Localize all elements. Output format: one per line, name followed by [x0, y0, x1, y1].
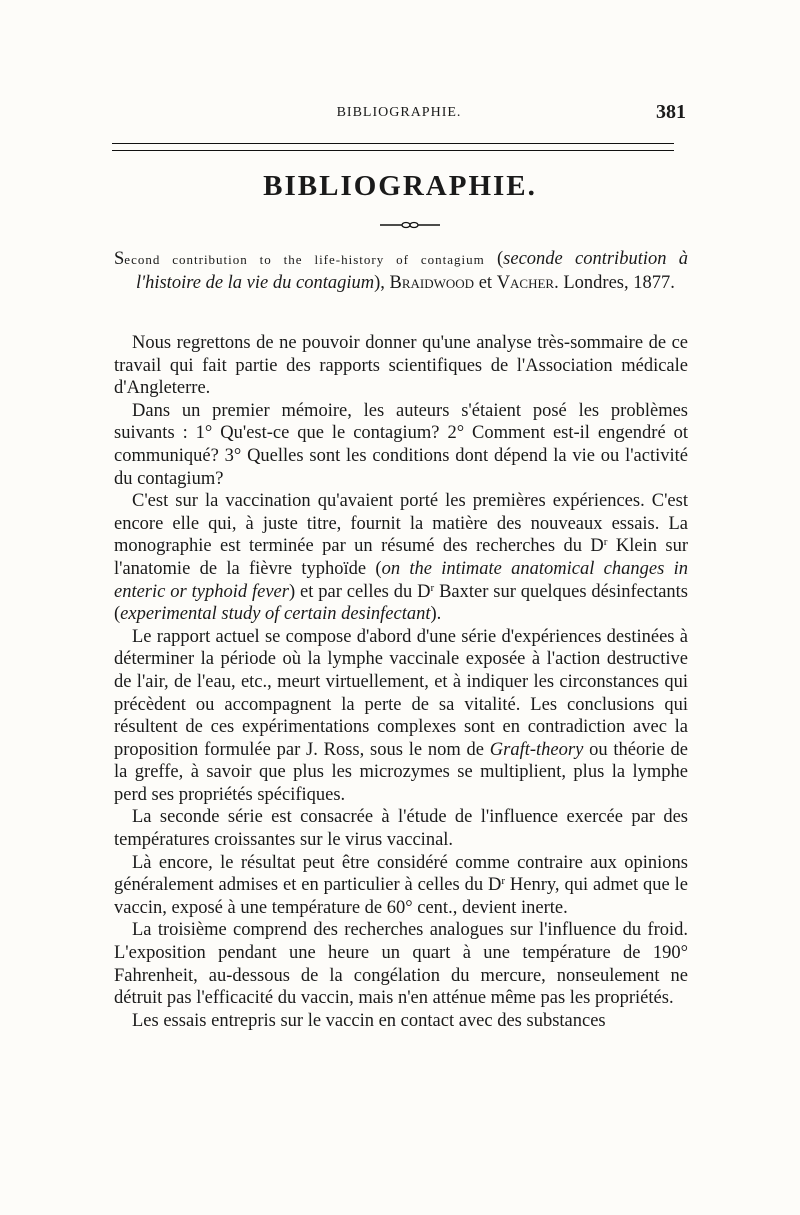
text-run: C'est sur la vaccination qu'avaient porté les premières expériences. C'est encore elle qui, à juste titre, fournit la matière des nouveaux essais. La monographie est terminée par un résumé des recherches du D	[114, 491, 688, 557]
entry-punct: (	[484, 249, 504, 269]
running-title: BIBLIOGRAPHIE.	[336, 105, 462, 120]
text-run: ) et par celles du D	[288, 581, 431, 602]
paragraph: Les essais entrepris sur le vaccin en contact avec des substances	[132, 1010, 606, 1031]
text-run: Klein sur l'anatomie de la fièvre typhoïde (	[114, 536, 688, 579]
paragraph: Nous regrettons de ne pouvoir donner qu'une analyse très-sommaire de ce travail qui fait partie des rapports scientifiques de l'Association médicale d'Angleterre.	[114, 333, 688, 399]
entry-place-date: . Londres, 1877.	[554, 272, 675, 293]
superscript: r	[430, 581, 435, 594]
paragraph	[114, 490, 688, 626]
text-run: Henry, qui admet que le vaccin, exposé à une température de 60° cent., devient inerte.	[114, 875, 689, 918]
italic-term: Graft-theory	[489, 739, 584, 760]
text-run: Baxter sur quelques désinfectants (	[114, 581, 689, 625]
paragraph	[114, 852, 688, 920]
paragraph: Dans un premier mémoire, les auteurs s'étaient posé les problèmes suivants : 1° Qu'est-ce que le contagium? 2° Comment est-il engendré ot communiqué? 3° Quelles sont les conditions dont dépend la vie ou l'activité du contagium?	[114, 400, 688, 489]
entry-title-caps: contribution to the life-history of contagium	[160, 252, 485, 267]
paragraph: La troisième comprend des recherches analogues sur l'influence du froid. L'exposition pendant une heure un quart à une température de 190° Fahrenheit, au-dessous de la congélation du mercure, nonseulement ne détruit pas l'efficacité du vaccin, mais n'en atténue même pas les propriétés.	[114, 920, 688, 1009]
text-run: Là encore, le résultat peut être considéré comme contraire aux opinions généralement admises et en particulier à celles du D	[114, 852, 688, 896]
italic-title: on the intimate anatomical changes in enteric or typhoid fever	[114, 558, 688, 602]
entry-translation: seconde contribution à l'histoire de la vie du contagium	[136, 249, 688, 293]
entry-punct: ),	[374, 272, 390, 293]
header-rule-top	[112, 143, 674, 144]
section-title: BIBLIOGRAPHIE.	[263, 170, 537, 202]
superscript: r	[603, 536, 608, 549]
running-head	[112, 101, 686, 125]
text-run: Le rapport actuel se compose d'abord d'une série d'expériences destinées à déterminer la période où la lymphe vaccinale exposée à l'action destructive de l'air, de l'eau, etc., meurt virtuellement, et à indiquer les circonstances qui précèdent ou accompagnent la perte de sa vitalité. Les conclusions qui résultent de ces expérimentations complexes sont en contradiction avec la proposition formulée par J. Ross, sous le nom de	[114, 626, 688, 760]
entry-author: Vacher	[496, 272, 555, 293]
entry-author: Braidwood	[389, 272, 475, 293]
entry-word-caps: econd	[124, 252, 161, 267]
italic-title: experimental study of certain desinfectant	[120, 604, 431, 625]
header-rule-bottom	[112, 150, 674, 151]
paragraph: La seconde série est consacrée à l'étude de l'influence exercée par des températures croissantes sur le virus vaccinal.	[114, 807, 688, 851]
review-body	[114, 332, 688, 1032]
paragraph	[114, 626, 688, 807]
text-run: ).	[430, 604, 442, 625]
bibliography-entry	[114, 248, 688, 294]
entry-connector: et	[474, 272, 497, 293]
title-ornament	[380, 220, 440, 230]
superscript: r	[501, 875, 506, 888]
entry-initial: S	[114, 249, 125, 269]
page-number: 381	[656, 101, 686, 123]
text-run: ou théorie de la greffe, à savoir que plus les microzymes se multiplient, plus la lymphe perd ses propriétés spécifiques.	[114, 739, 688, 805]
entry-citation	[114, 248, 688, 294]
